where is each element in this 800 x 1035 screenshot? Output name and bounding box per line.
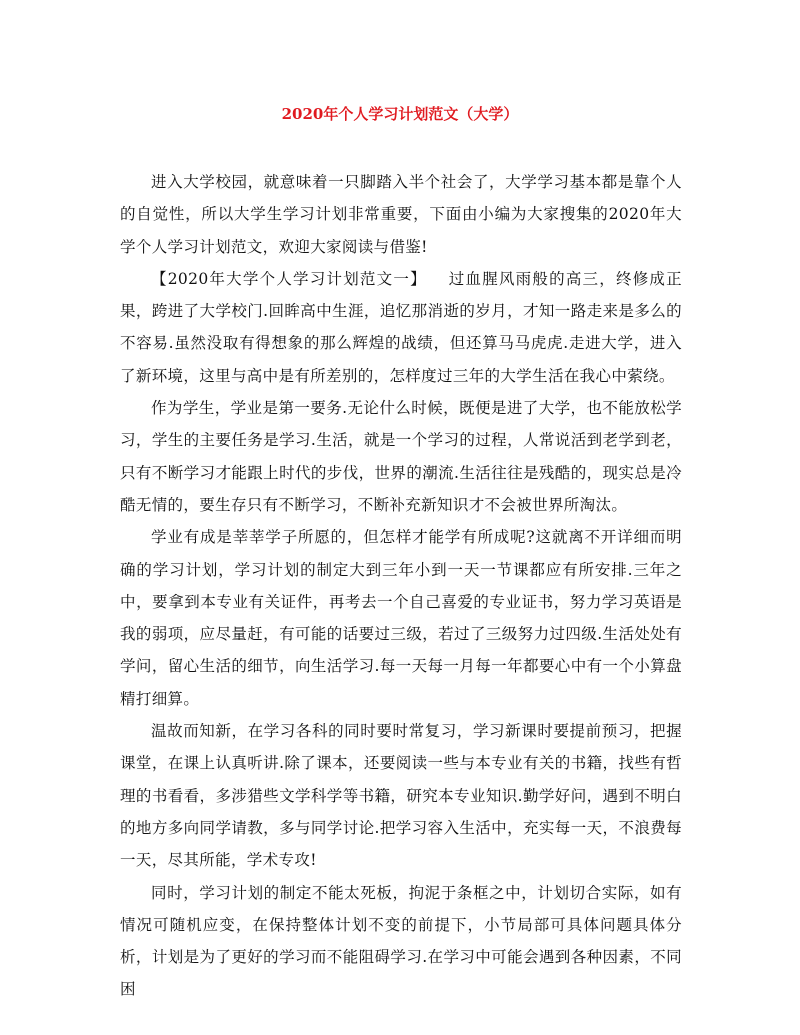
paragraph-flexibility: 同时，学习计划的制定不能太死板，拘泥于条框之中，计划切合实际，如有情况可随机应变，在保持整体计划不变的前提下，小节局部可具体问题具体分析，计划是为了更好的学习而不能阻碍学习.在学习中可能会遇到各种因素，不同困 <box>120 883 682 999</box>
section-one-paragraph <box>120 263 682 392</box>
document-title: 2020年个人学习计划范文（大学） <box>281 105 519 123</box>
paragraph-study-priority: 作为学生，学业是第一要务.无论什么时候，既便是进了大学，也不能放松学习，学生的主要任务是学习.生活，就是一个学习的过程，人常说活到老学到老，只有不断学习才能跟上时代的步伐，世界的潮流.生活往往是残酷的，现实总是冷酷无情的，要生存只有不断学习，不断补充新知识才不会被世界所淘汰。 <box>120 399 682 514</box>
section-heading: 【2020年大学个人学习计划范文一】 <box>151 269 427 288</box>
paragraph-study-plan: 学业有成是莘莘学子所愿的，但怎样才能学有所成呢?这就离不开详细而明确的学习计划，学习计划的制定大到三年小到一天一节课都应有所安排.三年之中，要拿到本专业有关证件，再考去一个自己喜爱的专业证书，努力学习英语是我的弱项，应尽量赶，有可能的话要过三级，若过了三级努力过四级.生活处处有学问，留心生活的细节，向生活学习.每一天每一月每一年都要心中有一个小算盘精打细算。 <box>120 528 682 708</box>
intro-paragraph: 进入大学校园，就意味着一只脚踏入半个社会了，大学学习基本都是靠个人的自觉性，所以大学生学习计划非常重要，下面由小编为大家搜集的2020年大学个人学习计划范文，欢迎大家阅读与借鉴! <box>120 173 682 256</box>
section-one-text: 过血腥风雨般的高三，终修成正果，跨进了大学校门.回眸高中生涯，追忆那消逝的岁月，才知一路走来是多么的不容易.虽然没取有得想象的那么辉煌的战绩，但还算马马虎虎.走进大学，进入了新环境，这里与高中是有所差别的，怎样度过三年的大学生活在我心中萦绕。 <box>120 269 683 385</box>
paragraph-review: 温故而知新，在学习各科的同时要时常复习，学习新课时要提前预习，把握课堂，在课上认真听讲.除了课本，还要阅读一些与本专业有关的书籍，找些有哲理的书看看，多涉猎些文学科学等书籍，研究本专业知识.勤学好问，遇到不明白的地方多向同学请教，多与同学讨论.把学习容入生活中，充实每一天，不浪费每一天，尽其所能，学术专攻! <box>120 722 682 870</box>
document-body <box>120 166 682 1006</box>
